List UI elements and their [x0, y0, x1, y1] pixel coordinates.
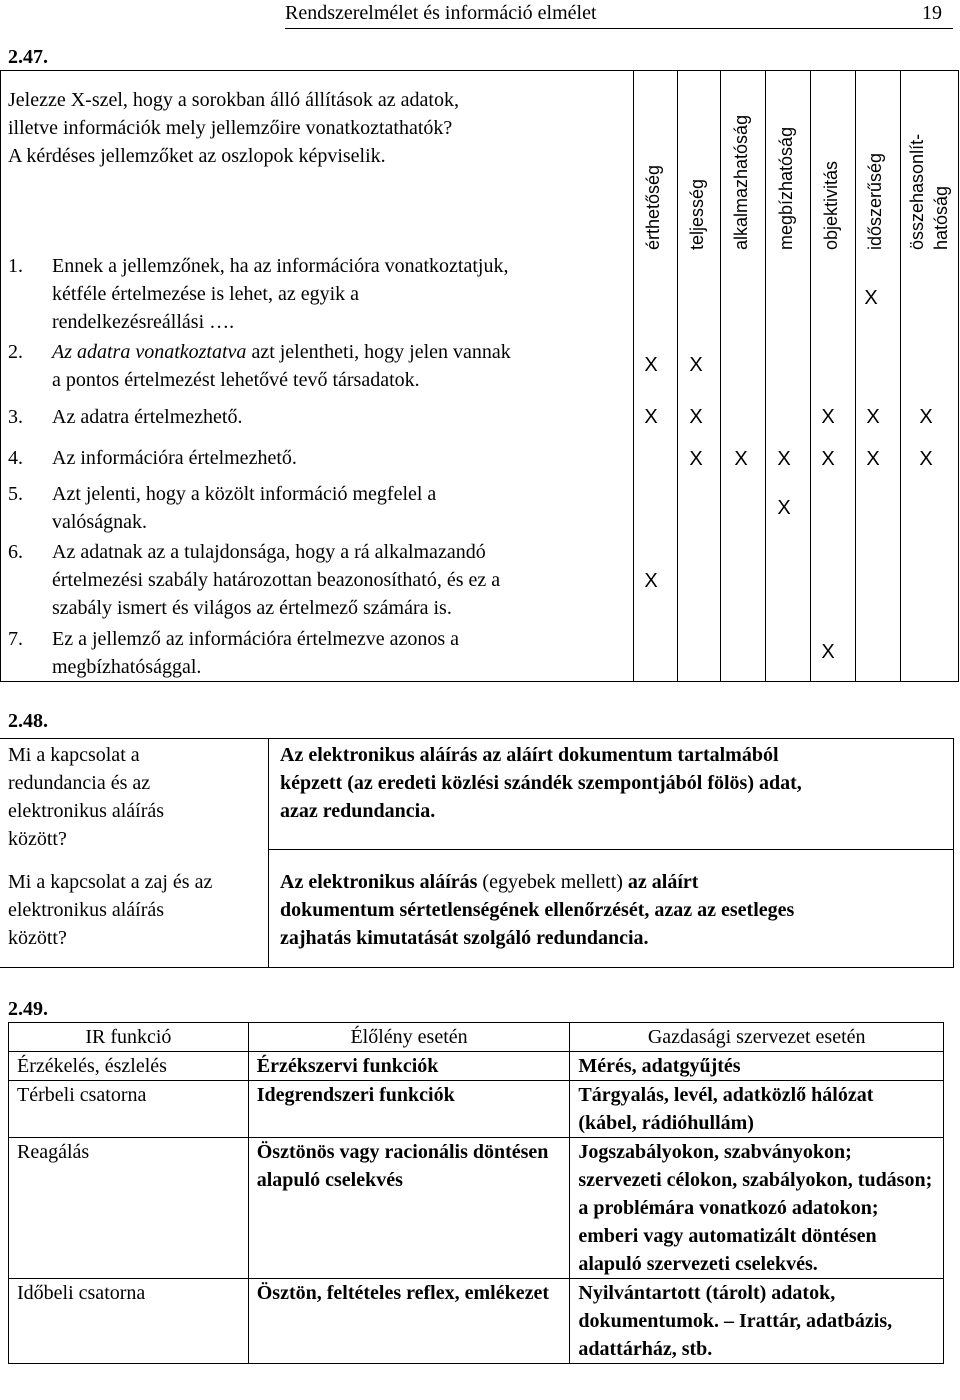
row-number: 7. — [8, 628, 23, 650]
col-divider — [855, 70, 856, 682]
x-mark: X — [734, 448, 748, 470]
table-right-border — [958, 70, 959, 682]
question-line: redundancia és az — [8, 772, 151, 794]
header-cell: IR funkció — [9, 1023, 249, 1052]
row-text: Azt jelenti, hogy a közölt információ megfelel a — [52, 483, 437, 505]
answer-line: zajhatás kimutatását szolgáló redundancia. — [280, 927, 649, 949]
x-mark: X — [821, 406, 835, 428]
table-cell: Érzékelés, észlelés — [9, 1052, 249, 1081]
row-text: Ez a jellemző az információra értelmezve azonos a — [52, 628, 459, 650]
characteristics-table — [0, 0, 960, 690]
col-divider — [900, 70, 901, 682]
table-cell: Érzékszervi funkciók — [248, 1052, 570, 1081]
header-cell: Élőlény esetén — [248, 1023, 570, 1052]
row-text: Az információra értelmezhető. — [52, 447, 297, 469]
row-number: 1. — [8, 255, 23, 277]
table-top-border — [0, 70, 958, 71]
table-cell: Jogszabályokon, szabványokon; szervezeti célokon, szabályokon, tudáson; a problémára vonatkozó adatokon; emberi vagy automatizált döntésen alapuló szervezeti cselekvés. — [570, 1138, 944, 1279]
running-header: Rendszerelmélet és információ elmélet — [285, 2, 597, 24]
section-number-2-49: 2.49. — [8, 998, 48, 1020]
x-mark: X — [777, 497, 791, 519]
row-text: kétféle értelmezése is lehet, az egyik a — [52, 283, 360, 305]
answer-line: dokumentum sértetlenségének ellenőrzését, azaz az esetleges — [280, 899, 795, 921]
x-mark: X — [777, 448, 791, 470]
table-cell: Időbeli csatorna — [9, 1279, 249, 1364]
row-text — [52, 338, 627, 366]
table-cell: Nyilvántartott (tárolt) adatok, dokumentumok. – Irattár, adatbázis, adattárház, stb. — [570, 1279, 944, 1364]
x-mark: X — [644, 570, 658, 592]
row-number: 3. — [8, 406, 23, 428]
intro-line: Jelezze X-szel, hogy a sorokban álló állítások az adatok, — [8, 89, 459, 111]
intro-line: illetve információk mely jellemzőire vonatkoztathatók? — [8, 117, 453, 139]
row-text: a pontos értelmezést lehetővé tevő társadatok. — [52, 369, 420, 391]
column-header-megbizhatosag: megbízhatóság — [776, 126, 796, 250]
row-text: valóságnak. — [52, 511, 147, 533]
answer-bold: Az elektronikus aláírás — [280, 871, 478, 893]
row-number: 5. — [8, 483, 23, 505]
table-cell: Mérés, adatgyűjtés — [570, 1052, 944, 1081]
x-mark: X — [689, 448, 703, 470]
x-mark: X — [821, 448, 835, 470]
col-divider — [810, 70, 811, 682]
table-cell: Ösztön, feltételes reflex, emlékezet — [248, 1279, 570, 1364]
col-divider — [633, 70, 634, 682]
row-text-rest: azt jelentheti, hogy jelen vannak — [246, 341, 511, 363]
answer-line — [280, 868, 940, 896]
x-mark: X — [689, 354, 703, 376]
question-2 — [8, 868, 263, 952]
x-mark: X — [866, 448, 880, 470]
row-text: Az adatnak az a tulajdonsága, hogy a rá alkalmazandó — [52, 541, 486, 563]
col-divider — [720, 70, 721, 682]
column-header-objektivitas: objektivitás — [821, 160, 841, 250]
x-mark: X — [919, 448, 933, 470]
qa-table — [0, 738, 954, 968]
question-line: Mi a kapcsolat a zaj és az — [8, 871, 213, 893]
intro-line: A kérdéses jellemzőket az oszlopok képviselik. — [8, 145, 386, 167]
table-cell: Reagálás — [9, 1138, 249, 1279]
question-line: között? — [8, 927, 67, 949]
x-mark: X — [644, 406, 658, 428]
table-header-row — [9, 1023, 944, 1052]
row-number: 4. — [8, 447, 23, 469]
col-divider — [765, 70, 766, 682]
x-mark: X — [864, 287, 878, 309]
table-cell: Tárgyalás, levél, adatközlő hálózat (kábel, rádióhullám) — [570, 1081, 944, 1138]
question-line: elektronikus aláírás — [8, 899, 165, 921]
row-text: Ennek a jellemzőnek, ha az információra vonatkoztatjuk, — [52, 255, 509, 277]
table-cell: Idegrendszeri funkciók — [248, 1081, 570, 1138]
table-row — [9, 1138, 944, 1279]
answer-line: azaz redundancia. — [280, 800, 436, 822]
row-text: szabály ismert és világos az értelmező számára is. — [52, 597, 452, 619]
x-mark: X — [866, 406, 880, 428]
table-cell: Térbeli csatorna — [9, 1081, 249, 1138]
question-line: elektronikus aláírás — [8, 800, 165, 822]
x-mark: X — [644, 354, 658, 376]
table-row — [9, 1279, 944, 1364]
row-number: 2. — [8, 341, 23, 363]
section-number-2-47: 2.47. — [8, 46, 48, 68]
table-cell: Ösztönös vagy racionális döntésen alapuló cselekvés — [248, 1138, 570, 1279]
column-header-idoszeruseg: időszerűség — [865, 152, 885, 250]
question-1 — [8, 741, 263, 853]
table-row — [9, 1081, 944, 1138]
table-left-border — [0, 70, 1, 682]
column-header-osszehasonlit: összehasonlít- — [907, 133, 927, 250]
column-header-ertheto: érthetőség — [643, 164, 663, 250]
x-mark: X — [821, 641, 835, 663]
answer-line: képzett (az eredeti közlési szándék szempontjából fölös) adat, — [280, 772, 802, 794]
row-text: Az adatra értelmezhető. — [52, 406, 243, 428]
row-number: 6. — [8, 541, 23, 563]
row-text: rendelkezésreállási …. — [52, 311, 235, 333]
column-header-alkalmazhatosag: alkalmazhatóság — [731, 114, 751, 250]
answer-2 — [280, 868, 940, 952]
question-line: Mi a kapcsolat a — [8, 744, 140, 766]
table-row — [9, 1052, 944, 1081]
question-line: között? — [8, 828, 67, 850]
answer-line: Az elektronikus aláírás az aláírt dokumentum tartalmából — [280, 744, 779, 766]
qa-divider — [268, 739, 269, 967]
qa-row-divider — [268, 849, 953, 850]
col-divider — [677, 70, 678, 682]
answer-normal: (egyebek mellett) — [477, 871, 628, 893]
section-number-2-48: 2.48. — [8, 710, 48, 732]
answer-bold: az aláírt — [627, 871, 699, 893]
x-mark: X — [919, 406, 933, 428]
table-bottom-border — [0, 681, 958, 682]
column-header-teljesseg: teljesség — [687, 178, 707, 250]
x-mark: X — [689, 406, 703, 428]
page-number: 19 — [922, 2, 942, 24]
answer-1 — [280, 741, 940, 825]
column-header-hatosag: hatóság — [931, 185, 951, 250]
ir-function-table — [8, 1022, 944, 1364]
row-text: megbízhatósággal. — [52, 656, 202, 678]
row-text-italic: Az adatra vonatkoztatva — [52, 341, 247, 363]
row-text: értelmezési szabály határozottan beazonosítható, és ez a — [52, 569, 501, 591]
header-cell: Gazdasági szervezet esetén — [570, 1023, 944, 1052]
